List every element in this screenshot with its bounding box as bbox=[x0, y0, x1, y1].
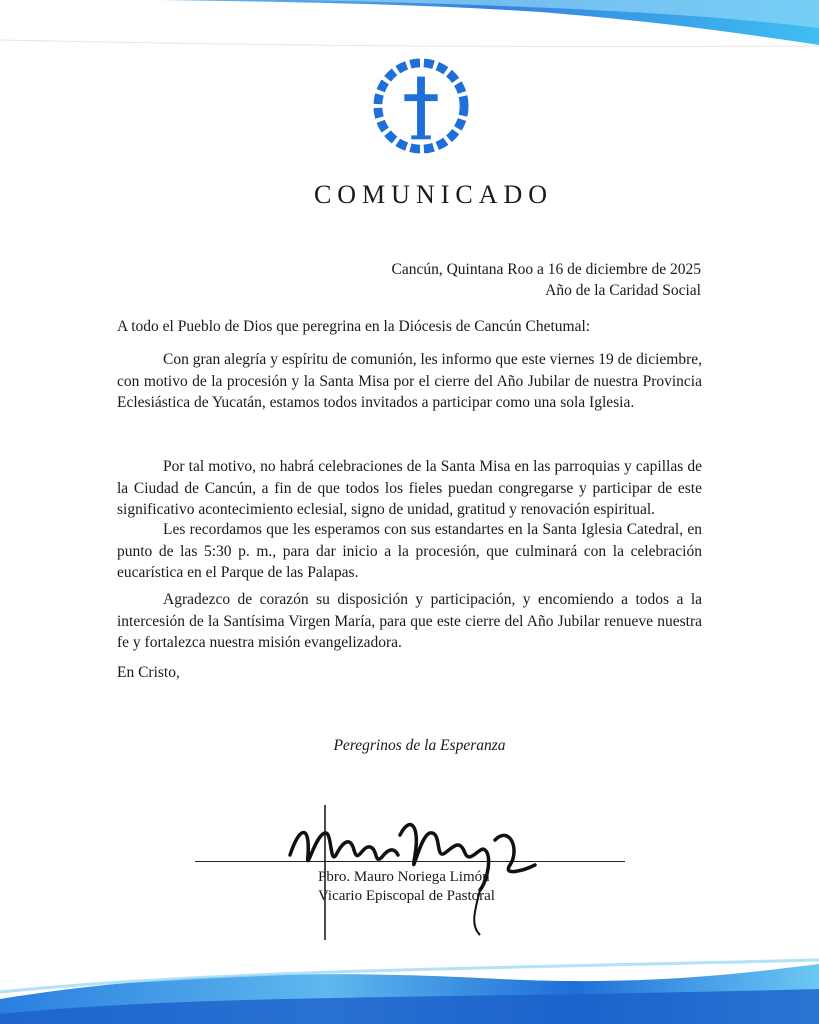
paragraph: Con gran alegría y espíritu de comunión, les informo que este viernes 19 de diciembre, con motivo de la procesión y la Santa Misa por el cierre del Año Jubilar de nuestra Provincia Eclesiástica de Yucatán, estamos todos invitados a participar como una sola Iglesia. bbox=[117, 351, 702, 411]
date-block bbox=[392, 259, 702, 301]
year-name: Año de la Caridad Social bbox=[545, 282, 701, 299]
paragraph: Agradezco de corazón su disposición y participación, y encomiendo a todos a la intercesión de la Santísima Virgen María, para que este cierre del Año Jubilar renueve nuestra fe y fortalezca nuestra misión evangelizadora. bbox=[117, 591, 702, 651]
signer-name: Pbro. Mauro Noriega Limón bbox=[318, 869, 490, 885]
cross-emblem-icon bbox=[372, 57, 470, 155]
signer-title: Vicario Episcopal de Pastoral bbox=[318, 888, 495, 904]
greeting: A todo el Pueblo de Dios que peregrina en la Diócesis de Cancún Chetumal: bbox=[117, 318, 591, 335]
closing: En Cristo, bbox=[117, 664, 180, 681]
top-wave-decoration bbox=[0, 0, 819, 60]
motto: Peregrinos de la Esperanza bbox=[333, 737, 506, 754]
paragraph: Por tal motivo, no habrá celebraciones de la Santa Misa en las parroquias y capillas de la Ciudad de Cancún, a fin de que todos los fieles puedan congregarse y participar de este significativo acontecimiento eclesial, signo de unidad, gratitud y renovación espiritual. bbox=[117, 458, 702, 518]
bottom-wave-decoration bbox=[0, 944, 819, 1024]
place-date: Cancún, Quintana Roo a 16 de diciembre de 2025 bbox=[391, 261, 701, 278]
signer-block bbox=[318, 868, 495, 906]
paragraph: Les recordamos que les esperamos con sus estandartes en la Santa Iglesia Catedral, en punto de las 5:30 p. m., para dar inicio a la procesión, que culminará con la celebración eucarística en el Parque de las Palapas. bbox=[117, 521, 702, 581]
document-title: COMUNICADO bbox=[313, 180, 554, 209]
